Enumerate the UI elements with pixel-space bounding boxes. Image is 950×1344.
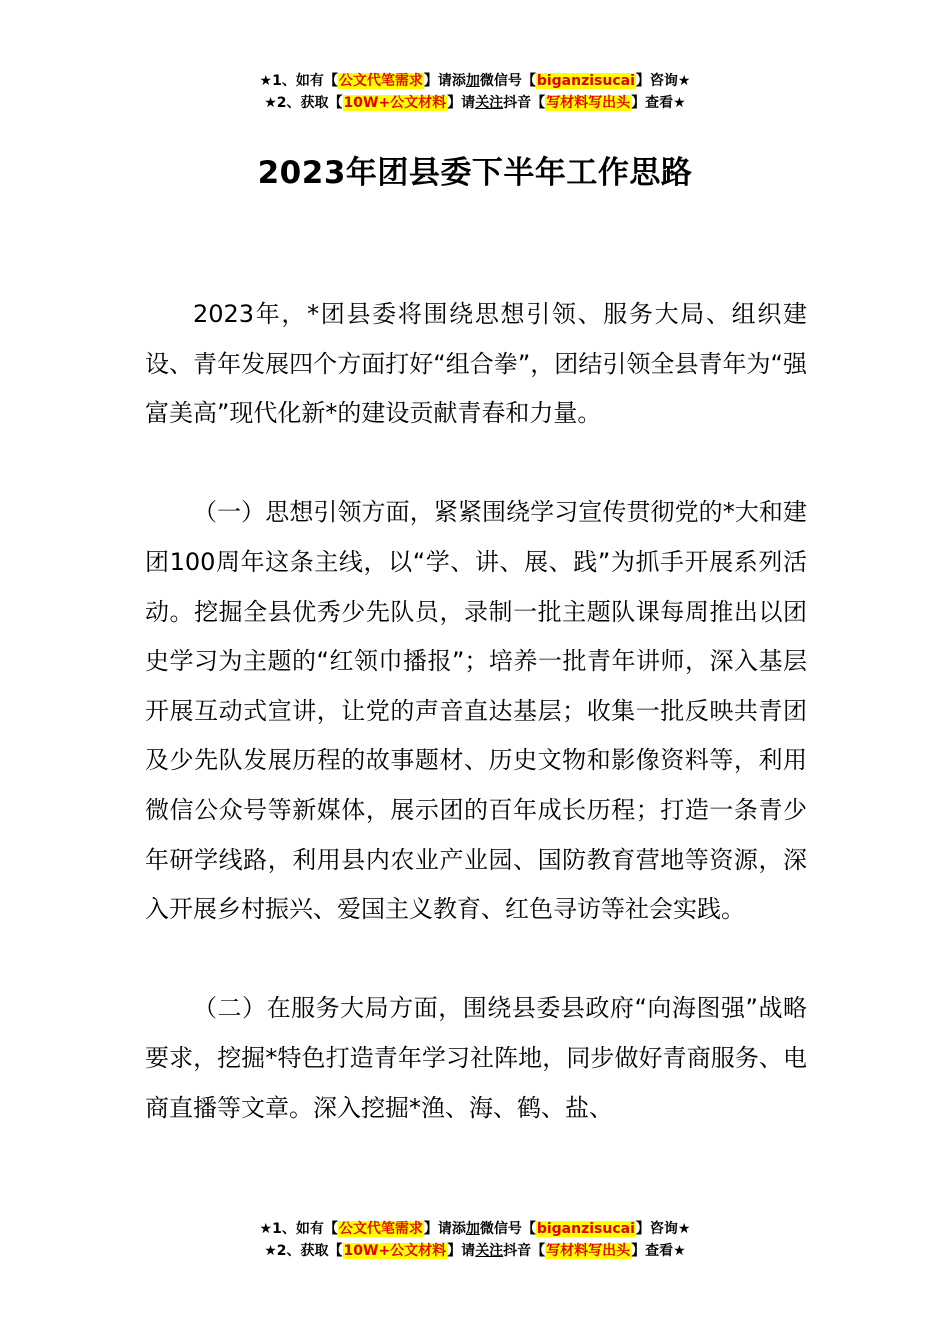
highlight-douyin-account: 写材料写出头 xyxy=(546,1243,631,1259)
highlight-materials: 10W+公文材料 xyxy=(343,95,447,111)
promo-text: 】查看★ xyxy=(631,95,686,111)
promo-text-underlined: 关注 xyxy=(475,95,504,111)
promo-text: ★2、获取【 xyxy=(264,95,343,111)
promo-text: ★2、获取【 xyxy=(264,1243,343,1259)
highlight-douyin-account: 写材料写出头 xyxy=(546,95,631,111)
promo-text: 微信号【 xyxy=(479,1221,536,1237)
promo-text: 微信号【 xyxy=(479,73,536,89)
document-title: 2023年团县委下半年工作思路 xyxy=(257,155,693,191)
promo-text-underlined: 加 xyxy=(465,73,480,89)
header-promo-banner xyxy=(0,70,950,114)
promo-line-1 xyxy=(0,1218,950,1240)
highlight-wechat-id: biganzisucai xyxy=(536,73,635,89)
paragraph-intro: 2023年，*团县委将围绕思想引领、服务大局、组织建设、青年发展四个方面打好“组合拳”，团结引领全县青年为“强富美高”现代化新*的建设贡献青春和力量。 xyxy=(145,300,807,428)
promo-text: 抖音【 xyxy=(503,95,546,111)
promo-text: 】请 xyxy=(447,95,476,111)
promo-line-1 xyxy=(0,70,950,92)
highlight-wechat-id: biganzisucai xyxy=(536,1221,635,1237)
promo-text: ★1、如有【 xyxy=(259,1221,338,1237)
promo-text: 】请添 xyxy=(423,73,466,89)
promo-text: 】咨询★ xyxy=(635,73,691,89)
highlight-service: 公文代笔需求 xyxy=(338,1221,423,1237)
promo-text: 】请 xyxy=(447,1243,476,1259)
promo-text: 抖音【 xyxy=(503,1243,546,1259)
promo-line-2 xyxy=(0,1240,950,1262)
promo-text: ★1、如有【 xyxy=(259,73,338,89)
promo-text: 】查看★ xyxy=(631,1243,686,1259)
promo-text-underlined: 加 xyxy=(465,1221,480,1237)
promo-text: 】咨询★ xyxy=(635,1221,691,1237)
paragraph-serve-overall: （二）在服务大局方面，围绕县委县政府“向海图强”战略要求，挖掘*特色打造青年学习社阵地，同步做好青商服务、电商直播等文章。深入挖掘*渔、海、鹤、盐、 xyxy=(145,994,807,1122)
promo-text: 】请添 xyxy=(423,1221,466,1237)
promo-text-underlined: 关注 xyxy=(475,1243,504,1259)
highlight-materials: 10W+公文材料 xyxy=(343,1243,447,1259)
document-body xyxy=(145,290,807,1133)
paragraph-ideological-guidance: （一）思想引领方面，紧紧围绕学习宣传贯彻党的*大和建团100周年这条主线，以“学、讲、展、践”为抓手开展系列活动。挖掘全县优秀少先队员，录制一批主题队课每周推出以团史学习为主题的“红领巾播报”；培养一批青年讲师，深入基层开展互动式宣讲，让党的声音直达基层；收集一批反映共青团及少先队发展历程的故事题材、历史文物和影像资料等，利用微信公众号等新媒体，展示团的百年成长历程；打造一条青少年研学线路，利用县内农业产业园、国防教育营地等资源，深入开展乡村振兴、爱国主义教育、红色寻访等社会实践。 xyxy=(145,498,807,924)
footer-promo-banner xyxy=(0,1218,950,1262)
promo-line-2 xyxy=(0,92,950,114)
highlight-service: 公文代笔需求 xyxy=(338,73,423,89)
